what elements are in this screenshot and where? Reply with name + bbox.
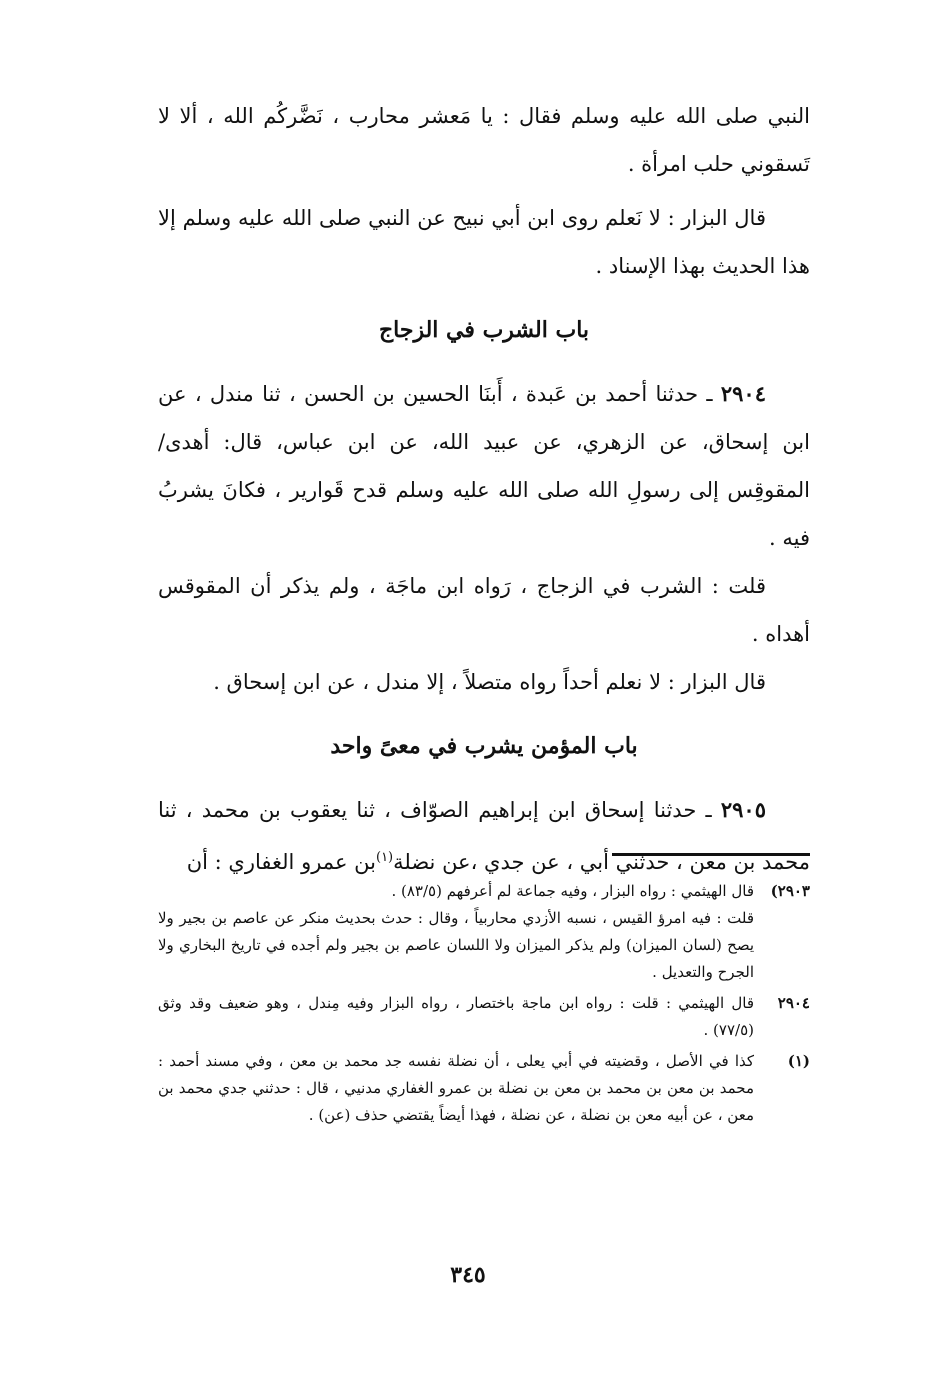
footnote-body: [158, 1048, 754, 1129]
chapter-heading-glass-drinking: باب الشرب في الزجاج: [378, 317, 590, 343]
chapter-heading-believer-drinks: باب المؤمن يشرب في معىً واحد: [330, 733, 638, 759]
footnote-line: كذا في الأصل ، وقضيته في أبي يعلى ، أن نضلة نفسه جد محمد بن معن ، وفي مسند أحمد : محمد بن معن بن محمد بن معن بن نضلة بن عمرو الغفاري مدنيي ، قال : حدثني جدي محمد بن معن ، عن أبيه معن بن نضلة ، عن نضلة ، فهذا أيضاً يقتضي حذف (عن) .: [158, 1052, 754, 1124]
hadith-2904: [158, 370, 810, 562]
footnote-2904: [158, 990, 810, 1044]
footnote-label: (١): [787, 1052, 810, 1070]
footnote-body: [158, 878, 754, 986]
hadith-2905-tail: بن عمرو الغفاري : أن: [186, 850, 376, 874]
hadith-2904-text: ـ حدثنا أحمد بن عَبدة ، أَبنَا الحسين بن الحسن ، ثنا مندل ، عن ابن إسحاق، عن الزهري، عن عبيد الله، عن ابن عباس، قال: أهدى/ المقوقِس إلى رسولِ الله صلى الله عليه وسلم قدح قَوارير ، فكانَ يشربُ فيه .: [158, 382, 810, 550]
paragraph-bazzar-note-2: قال البزار : لا نعلم أحداً رواه متصلاً ، إلا مندل ، عن ابن إسحاق .: [213, 670, 766, 694]
footnote-reference: (١): [375, 850, 394, 865]
footnote-line: قال الهيثمي : رواه البزار ، وفيه جماعة لم أعرفهم (٨٣/٥) .: [391, 882, 754, 900]
hadith-2905: [158, 786, 810, 886]
page-number: ٣٤٥: [450, 1262, 486, 1288]
footnotes-section: [158, 878, 810, 1133]
main-text: [158, 92, 810, 886]
footnote-label: ٢٩٠٤: [777, 994, 810, 1012]
paragraph-continuation: النبي صلى الله عليه وسلم فقال : يا مَعشر محارب ، نَضَّركُم الله ، ألا لا تَسقوني حلب امرأة .: [158, 104, 810, 176]
hadith-2905-text: ـ حدثنا إسحاق ابن إبراهيم الصوّاف ، ثنا يعقوب بن محمد ، ثنا محمد بن معن ، حدثني أبي ، عن جدي ،عن نضلة: [158, 798, 810, 874]
footnote-label: ٢٩٠٣): [770, 882, 810, 900]
footnote-2903: [158, 878, 810, 986]
paragraph-author-note: قلت : الشرب في الزجاج ، رَواه ابن ماجَة ، ولم يذكر أن المقوقس أهداه .: [158, 574, 810, 646]
hadith-number-2904: ٢٩٠٤: [720, 381, 766, 406]
footnote-line: قلت : فيه امرؤ القيس ، نسبه الأزدي محاربياً ، وقال : حدث بحديث منكر عن عاصم بن بجير ولا يصح (لسان الميزان) ولم يذكر الميزان ولا اللسان عاصم بن بجير ولم أجده في تاريخ البخاري ولا الجرح والتعديل .: [158, 909, 754, 981]
footnote-1: [158, 1048, 810, 1129]
paragraph-bazzar-note-1: قال البزار : لا نَعلم روى ابن أبي نبيح عن النبي صلى الله عليه وسلم إلا هذا الحديث بهذا الإسناد .: [158, 206, 810, 278]
footnote-line: قال الهيثمي : قلت : رواه ابن ماجة باختصار ، رواه البزار وفيه مِندل ، وهو ضعيف وقد وثق (٧٧/٥) .: [158, 994, 754, 1039]
footnote-separator: [612, 853, 810, 856]
hadith-number-2905: ٢٩٠٥: [720, 797, 766, 822]
footnote-body: [158, 990, 754, 1044]
